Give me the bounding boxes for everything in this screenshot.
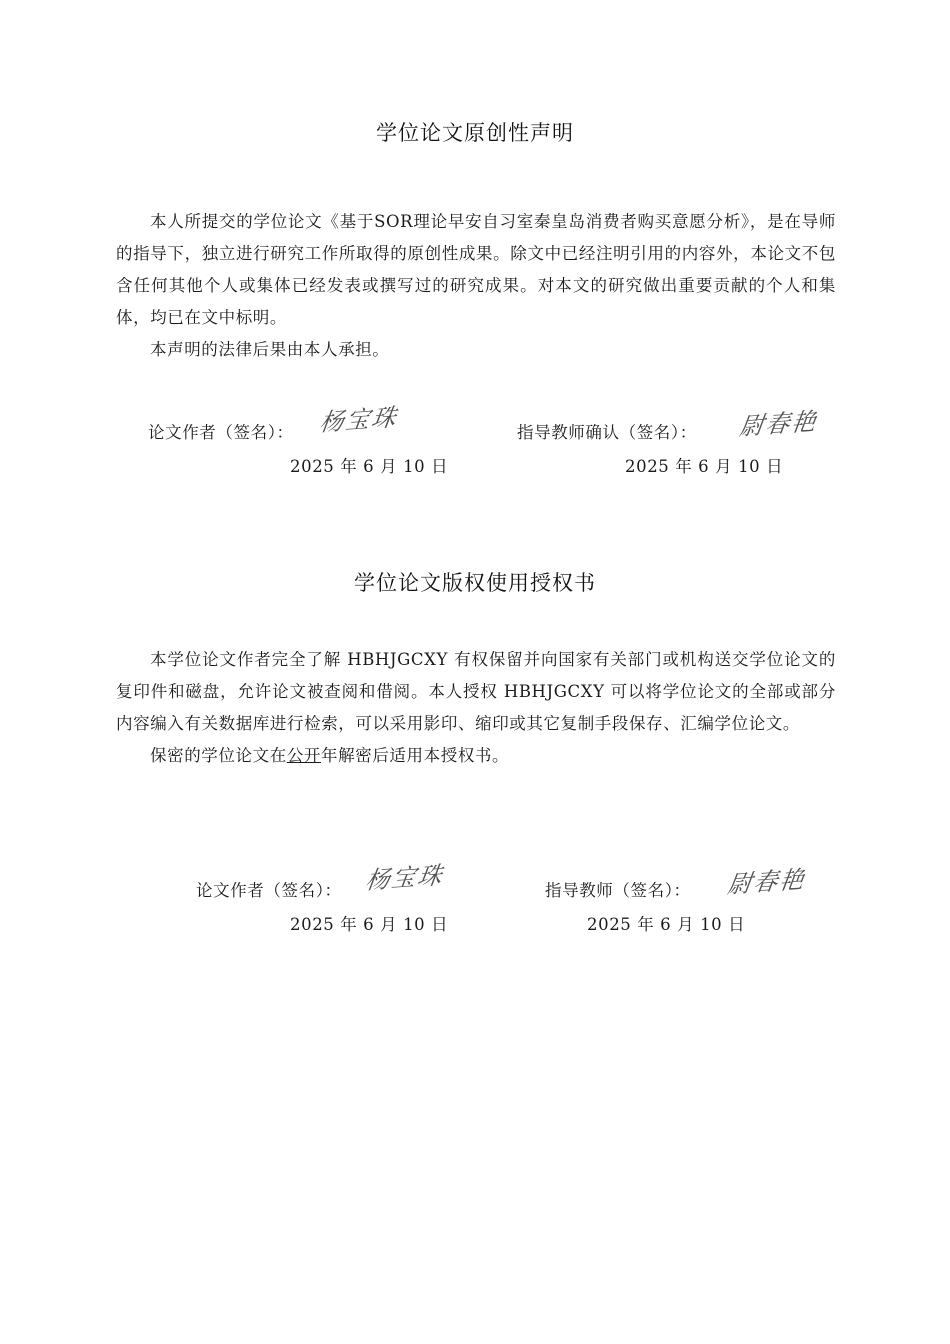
declaration-body xyxy=(116,206,836,366)
authorization-advisor-signature: 尉春艳 xyxy=(725,865,808,899)
declaration-author-signature: 杨宝珠 xyxy=(317,403,400,437)
authorization-paragraph-1: 本学位论文作者完全了解 HBHJGCXY 有权保留并向国家有关部门或机构送交学位论文的复印件和磁盘，允许论文被查阅和借阅。本人授权 HBHJGCXY 可以将学位论文的全部或部分内容编入有关数据库进行检索，可以采用影印、缩印或其它复制手段保存、汇编学位论文。 xyxy=(116,650,836,733)
authorization-author-date: 2025 年 6 月 10 日 xyxy=(290,915,449,934)
authorization-advisor-label: 指导教师（签名）： xyxy=(545,881,691,900)
declaration-author-label: 论文作者（签名）： xyxy=(148,423,294,442)
secrecy-period-underlined: 公开 xyxy=(286,746,322,765)
authorization-body xyxy=(116,644,836,772)
authorization-author-signature: 杨宝珠 xyxy=(363,861,446,895)
declaration-advisor-label: 指导教师确认（签名）： xyxy=(517,423,697,442)
authorization-paragraph-2-before: 保密的学位论文在 xyxy=(150,746,287,765)
declaration-paragraph-1: 本人所提交的学位论文《基于SOR理论早安自习室秦皇岛消费者购买意愿分析》，是在导师的指导下，独立进行研究工作所取得的原创性成果。除文中已经注明引用的内容外，本论文不包含任何其他个人或集体已经发表或撰写过的研究成果。对本文的研究做出重要贡献的个人和集体，均已在文中标明。 xyxy=(116,212,836,327)
declaration-paragraph-2: 本声明的法律后果由本人承担。 xyxy=(150,340,390,359)
authorization-paragraph-2-after: 年解密后适用本授权书。 xyxy=(321,746,510,765)
authorization-title: 学位论文版权使用授权书 xyxy=(354,571,596,595)
authorization-paragraph-2 xyxy=(116,740,836,772)
declaration-title: 学位论文原创性声明 xyxy=(376,121,574,145)
declaration-advisor-date: 2025 年 6 月 10 日 xyxy=(625,457,784,476)
authorization-advisor-date: 2025 年 6 月 10 日 xyxy=(587,915,746,934)
declaration-author-date: 2025 年 6 月 10 日 xyxy=(290,457,449,476)
authorization-author-label: 论文作者（签名）： xyxy=(196,881,342,900)
declaration-advisor-signature: 尉春艳 xyxy=(737,407,820,441)
